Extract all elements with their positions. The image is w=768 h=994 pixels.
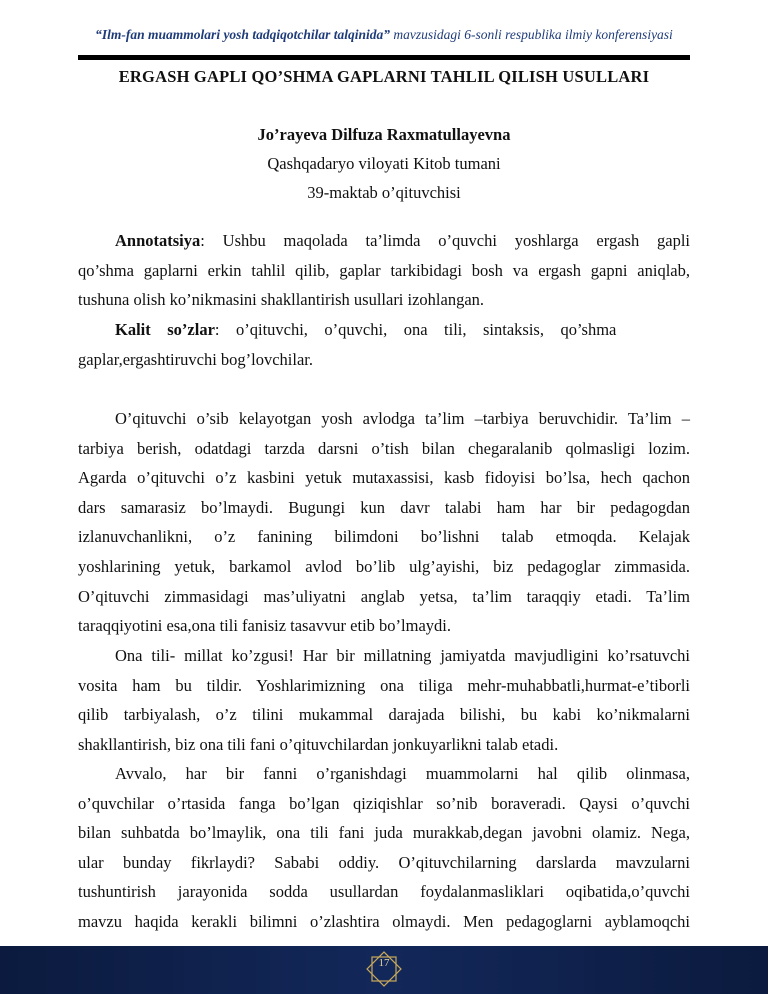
body-line: Avvalo, har bir fanni o’rganishdagi muammolarni hal qilib olinmasa,	[115, 764, 690, 783]
abstract-line: Annotatsiya: Ushbu maqolada ta’limda o’quvchi yoshlarga ergash gapli	[115, 231, 690, 250]
paragraph-3	[78, 759, 690, 937]
body-line: taraqqiyotini esa,ona tili fanisiz tasavvur etib bo’lmaydi.	[78, 616, 451, 636]
conference-title: “Ilm-fan muammolari yosh tadqiqotchilar talqinida”	[95, 27, 390, 42]
body-line: mavzu haqida kerakli bilimni o’zlashtira olmaydi. Men pedagoglarni ayblamoqchi	[78, 911, 690, 931]
body-line: Agarda o’qituvchi o’z kasbini yetuk mutaxassisi, kasb fidoyisi bo’lsa, hech qachon	[78, 468, 690, 488]
body-line: tarbiya berish, odatdagi tarzda darsni o’tish bilan chegaralanib qolmasligi lozim.	[78, 438, 690, 458]
body-line: tushuntirish jarayonida sodda usullardan foydalanmasliklari oqibatida,o’quvchi	[78, 882, 690, 902]
running-header	[0, 27, 768, 43]
body-line: qilib tarbiyalash, o’z tilini mukammal darajada bilishi, bu kabi ko’nikmalarni	[78, 705, 690, 725]
keywords-line: gaplar,ergashtiruvchi bog’lovchilar.	[78, 349, 314, 369]
body-line: Ona tili- millat ko’zgusi! Har bir millatning jamiyatda mavjudligini ko’rsatuvchi	[115, 646, 690, 665]
body-line: ular bunday fikrlaydi? Sababi oddiy. O’qituvchilarning darslarda mavzularni	[78, 852, 690, 872]
abstract-label: Annotatsiya	[115, 231, 201, 250]
page-number: 17	[378, 957, 390, 969]
author-affiliation-school: 39-maktab o’qituvchisi	[307, 183, 461, 202]
abstract-line: tushuna olish ko’nikmasini shakllantirish usullari izohlangan.	[78, 290, 485, 310]
keywords	[78, 315, 690, 374]
body-line: vosita ham bu tildir. Yoshlarimizning ona tiliga mehr-muhabbatli,hurmat-e’tiborli	[78, 675, 690, 695]
conference-subtitle: mavzusidagi 6-sonli respublika ilmiy konferensiyasi	[389, 27, 673, 42]
keywords-line: Kalit so’zlar: o’qituvchi, o’quvchi, ona tili, sintaksis, qo’shma	[115, 320, 617, 339]
paragraph-2	[78, 641, 690, 759]
header-divider	[78, 55, 690, 60]
abstract	[78, 226, 690, 315]
keywords-label: Kalit so’zlar	[115, 320, 215, 339]
body-line: yoshlarining yetuk, barkamol avlod bo’lib ulg’ayishi, biz pedagoglar zimmasida.	[78, 556, 690, 576]
body-line: bilan suhbatda bo’lmaylik, ona tili fani juda murakkab,degan javobni olamiz. Nega,	[78, 823, 690, 843]
body-line: o’quvchilar o’rtasida fanga bo’lgan qiziqishlar so’nib boraveradi. Qaysi o’quvchi	[78, 793, 690, 813]
article-title: ERGASH GAPLI QO’SHMA GAPLARNI TAHLIL QILISH USULLARI	[118, 67, 650, 86]
body-line: izlanuvchanlikni, o’z fanining bilimdoni bo’lishni talab etmoqda. Kelajak	[78, 527, 690, 547]
abstract-line: qo’shma gaplarni erkin tahlil qilib, gaplar tarkibidagi bosh va ergash gapni aniqlab,	[78, 260, 690, 280]
body-line: O’qituvchi o’sib kelayotgan yosh avlodga ta’lim –tarbiya beruvchidir. Ta’lim –	[115, 409, 690, 428]
author-affiliation-location: Qashqadaryo viloyati Kitob tumani	[267, 154, 501, 173]
paragraph-1	[78, 404, 690, 641]
body-line: dars samarasiz bo’lmaydi. Bugungi kun davr talabi ham har bir pedagogdan	[78, 497, 690, 517]
body-line: O’qituvchi zimmasidagi mas’uliyatni anglab yetsa, ta’lim taraqqiy etadi. Ta’lim	[78, 586, 690, 606]
body-line: shakllantirish, biz ona tili fani o’qituvchilardan jonkuyarlikni talab etadi.	[78, 734, 559, 754]
author-name: Jo’rayeva Dilfuza Raxmatullayevna	[257, 125, 511, 144]
page-badge-icon	[365, 950, 403, 988]
